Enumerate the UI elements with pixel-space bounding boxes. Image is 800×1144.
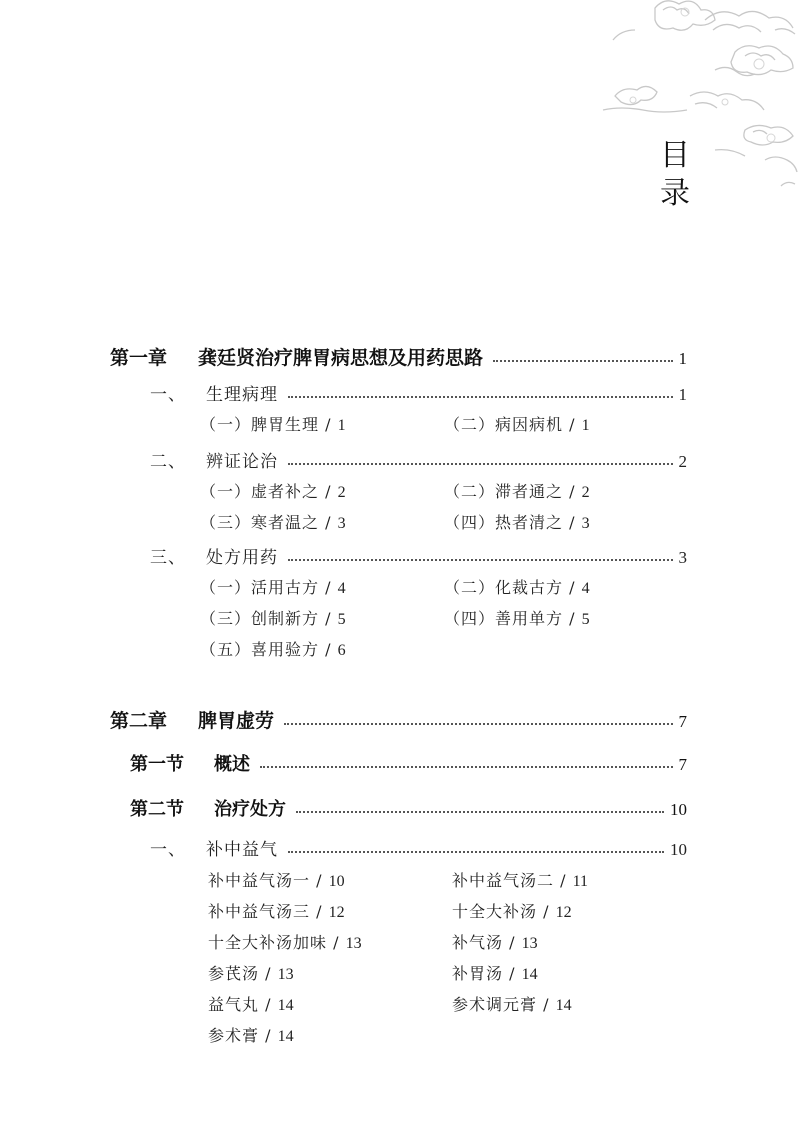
sub-item-label: （四）热者清之 bbox=[444, 513, 564, 532]
formula-label: 补胃汤 bbox=[452, 964, 504, 983]
section-number: 第一节 bbox=[130, 754, 184, 775]
toc-item-2[interactable] bbox=[150, 447, 687, 472]
dot-leader bbox=[288, 851, 664, 853]
toc-sub-item[interactable]: （二）化裁古方 / 4 bbox=[444, 578, 590, 597]
page-number: 5 bbox=[337, 611, 346, 628]
page-number: 10 bbox=[670, 800, 687, 819]
toc-item-1[interactable] bbox=[150, 380, 687, 405]
dot-leader bbox=[288, 559, 673, 561]
toc-sub-item[interactable]: （一）活用古方 / 4 bbox=[200, 578, 346, 597]
formula-label: 参芪汤 bbox=[208, 964, 260, 983]
toc-sub-item[interactable]: （二）病因病机 / 1 bbox=[444, 415, 590, 434]
formula-label: 补中益气汤一 bbox=[208, 871, 311, 890]
toc-sub-item[interactable]: （一）脾胃生理 / 1 bbox=[200, 415, 346, 434]
sub-item-label: （三）创制新方 bbox=[200, 609, 320, 628]
toc-formula-item[interactable]: 补气汤 / 13 bbox=[452, 933, 538, 952]
chapter-number: 第一章 bbox=[110, 347, 168, 369]
sub-item-label: （二）滞者通之 bbox=[444, 482, 564, 501]
toc-formula-item[interactable]: 十全大补汤 / 12 bbox=[452, 902, 572, 921]
toc-section-2[interactable] bbox=[130, 795, 687, 821]
toc-formula-item[interactable]: 参术膏 / 14 bbox=[208, 1026, 294, 1045]
sub-item-label: （一）脾胃生理 bbox=[200, 415, 320, 434]
page-number: 12 bbox=[555, 904, 572, 921]
dot-leader bbox=[296, 811, 664, 813]
toc-sub-item[interactable]: （五）喜用验方 / 6 bbox=[200, 640, 346, 659]
page-number: 14 bbox=[521, 966, 538, 983]
formula-label: 补中益气汤三 bbox=[208, 902, 311, 921]
toc-sub-item[interactable]: （四）热者清之 / 3 bbox=[444, 513, 590, 532]
toc-sub-item[interactable]: （四）善用单方 / 5 bbox=[444, 609, 590, 628]
page-number: 3 bbox=[581, 515, 590, 532]
page-number: 4 bbox=[337, 580, 346, 597]
dot-leader bbox=[260, 766, 673, 768]
page-number: 11 bbox=[572, 873, 588, 890]
page-title bbox=[655, 137, 695, 213]
page-number: 14 bbox=[277, 997, 294, 1014]
sub-item-label: （二）病因病机 bbox=[444, 415, 564, 434]
cloud-pattern-decoration bbox=[595, 0, 800, 210]
sub-item-label: （四）善用单方 bbox=[444, 609, 564, 628]
sub-item-label: （一）虚者补之 bbox=[200, 482, 320, 501]
chapter-number: 第二章 bbox=[110, 710, 168, 732]
page-number: 7 bbox=[678, 755, 687, 774]
dot-leader bbox=[288, 463, 673, 465]
toc-sub-item[interactable]: （三）创制新方 / 5 bbox=[200, 609, 346, 628]
toc-formula-item[interactable]: 补中益气汤一 / 10 bbox=[208, 871, 345, 890]
toc-chapter-1[interactable] bbox=[110, 343, 687, 370]
page-number: 2 bbox=[581, 484, 590, 501]
toc-sub-item[interactable]: （三）寒者温之 / 3 bbox=[200, 513, 346, 532]
item-number: 二、 bbox=[150, 452, 186, 472]
sub-item-label: （三）寒者温之 bbox=[200, 513, 320, 532]
chapter-title: 脾胃虚劳 bbox=[198, 710, 275, 732]
dot-leader bbox=[493, 360, 672, 362]
item-number: 一、 bbox=[150, 385, 186, 405]
formula-label: 参术膏 bbox=[208, 1026, 260, 1045]
page-number: 1 bbox=[678, 349, 687, 368]
toc-formula-item[interactable]: 补中益气汤二 / 11 bbox=[452, 871, 588, 890]
page-number: 3 bbox=[678, 548, 687, 567]
section-title: 概述 bbox=[214, 754, 250, 775]
item-title: 辨证论治 bbox=[206, 452, 278, 472]
toc-item-buzhong[interactable] bbox=[150, 835, 687, 860]
page-number: 5 bbox=[581, 611, 590, 628]
page-title-char-1: 目 bbox=[660, 138, 690, 173]
toc-chapter-2[interactable] bbox=[110, 706, 687, 733]
page-number: 2 bbox=[337, 484, 346, 501]
page-number: 12 bbox=[328, 904, 345, 921]
item-number: 三、 bbox=[150, 548, 186, 568]
formula-label: 十全大补汤 bbox=[452, 902, 538, 921]
toc-formula-item[interactable]: 益气丸 / 14 bbox=[208, 995, 294, 1014]
chapter-title: 龚廷贤治疗脾胃病思想及用药思路 bbox=[198, 347, 484, 369]
formula-label: 十全大补汤加味 bbox=[208, 933, 328, 952]
page-number: 14 bbox=[277, 1028, 294, 1045]
page-number: 13 bbox=[277, 966, 294, 983]
dot-leader bbox=[284, 723, 672, 725]
item-title: 生理病理 bbox=[206, 385, 278, 405]
formula-label: 补气汤 bbox=[452, 933, 504, 952]
page-number: 1 bbox=[678, 385, 687, 404]
page-number: 6 bbox=[337, 642, 346, 659]
toc-formula-item[interactable]: 参术调元膏 / 14 bbox=[452, 995, 572, 1014]
toc-formula-item[interactable]: 十全大补汤加味 / 13 bbox=[208, 933, 362, 952]
page-number: 2 bbox=[678, 452, 687, 471]
page-number: 1 bbox=[581, 417, 590, 434]
formula-label: 补中益气汤二 bbox=[452, 871, 555, 890]
page-number: 10 bbox=[328, 873, 345, 890]
formula-label: 益气丸 bbox=[208, 995, 260, 1014]
page-number: 4 bbox=[581, 580, 590, 597]
toc-sub-item[interactable]: （一）虚者补之 / 2 bbox=[200, 482, 346, 501]
toc-formula-item[interactable]: 补中益气汤三 / 12 bbox=[208, 902, 345, 921]
toc-sub-item[interactable]: （二）滞者通之 / 2 bbox=[444, 482, 590, 501]
item-number: 一、 bbox=[150, 840, 186, 860]
toc-formula-item[interactable]: 补胃汤 / 14 bbox=[452, 964, 538, 983]
section-number: 第二节 bbox=[130, 799, 184, 820]
toc-formula-item[interactable]: 参芪汤 / 13 bbox=[208, 964, 294, 983]
formula-label: 参术调元膏 bbox=[452, 995, 538, 1014]
page-number: 1 bbox=[337, 417, 346, 434]
page-number: 14 bbox=[555, 997, 572, 1014]
page-number: 13 bbox=[521, 935, 538, 952]
sub-item-label: （一）活用古方 bbox=[200, 578, 320, 597]
page-title-char-2: 录 bbox=[660, 176, 690, 211]
page-number: 10 bbox=[670, 840, 687, 859]
page-number: 7 bbox=[678, 712, 687, 731]
item-title: 补中益气 bbox=[206, 840, 278, 860]
item-title: 处方用药 bbox=[206, 548, 278, 568]
page-number: 13 bbox=[345, 935, 362, 952]
sub-item-label: （五）喜用验方 bbox=[200, 640, 320, 659]
toc-item-3[interactable] bbox=[150, 543, 687, 568]
page-number: 3 bbox=[337, 515, 346, 532]
sub-item-label: （二）化裁古方 bbox=[444, 578, 564, 597]
section-title: 治疗处方 bbox=[214, 799, 286, 820]
toc-section-1[interactable] bbox=[130, 750, 687, 776]
dot-leader bbox=[288, 396, 673, 398]
